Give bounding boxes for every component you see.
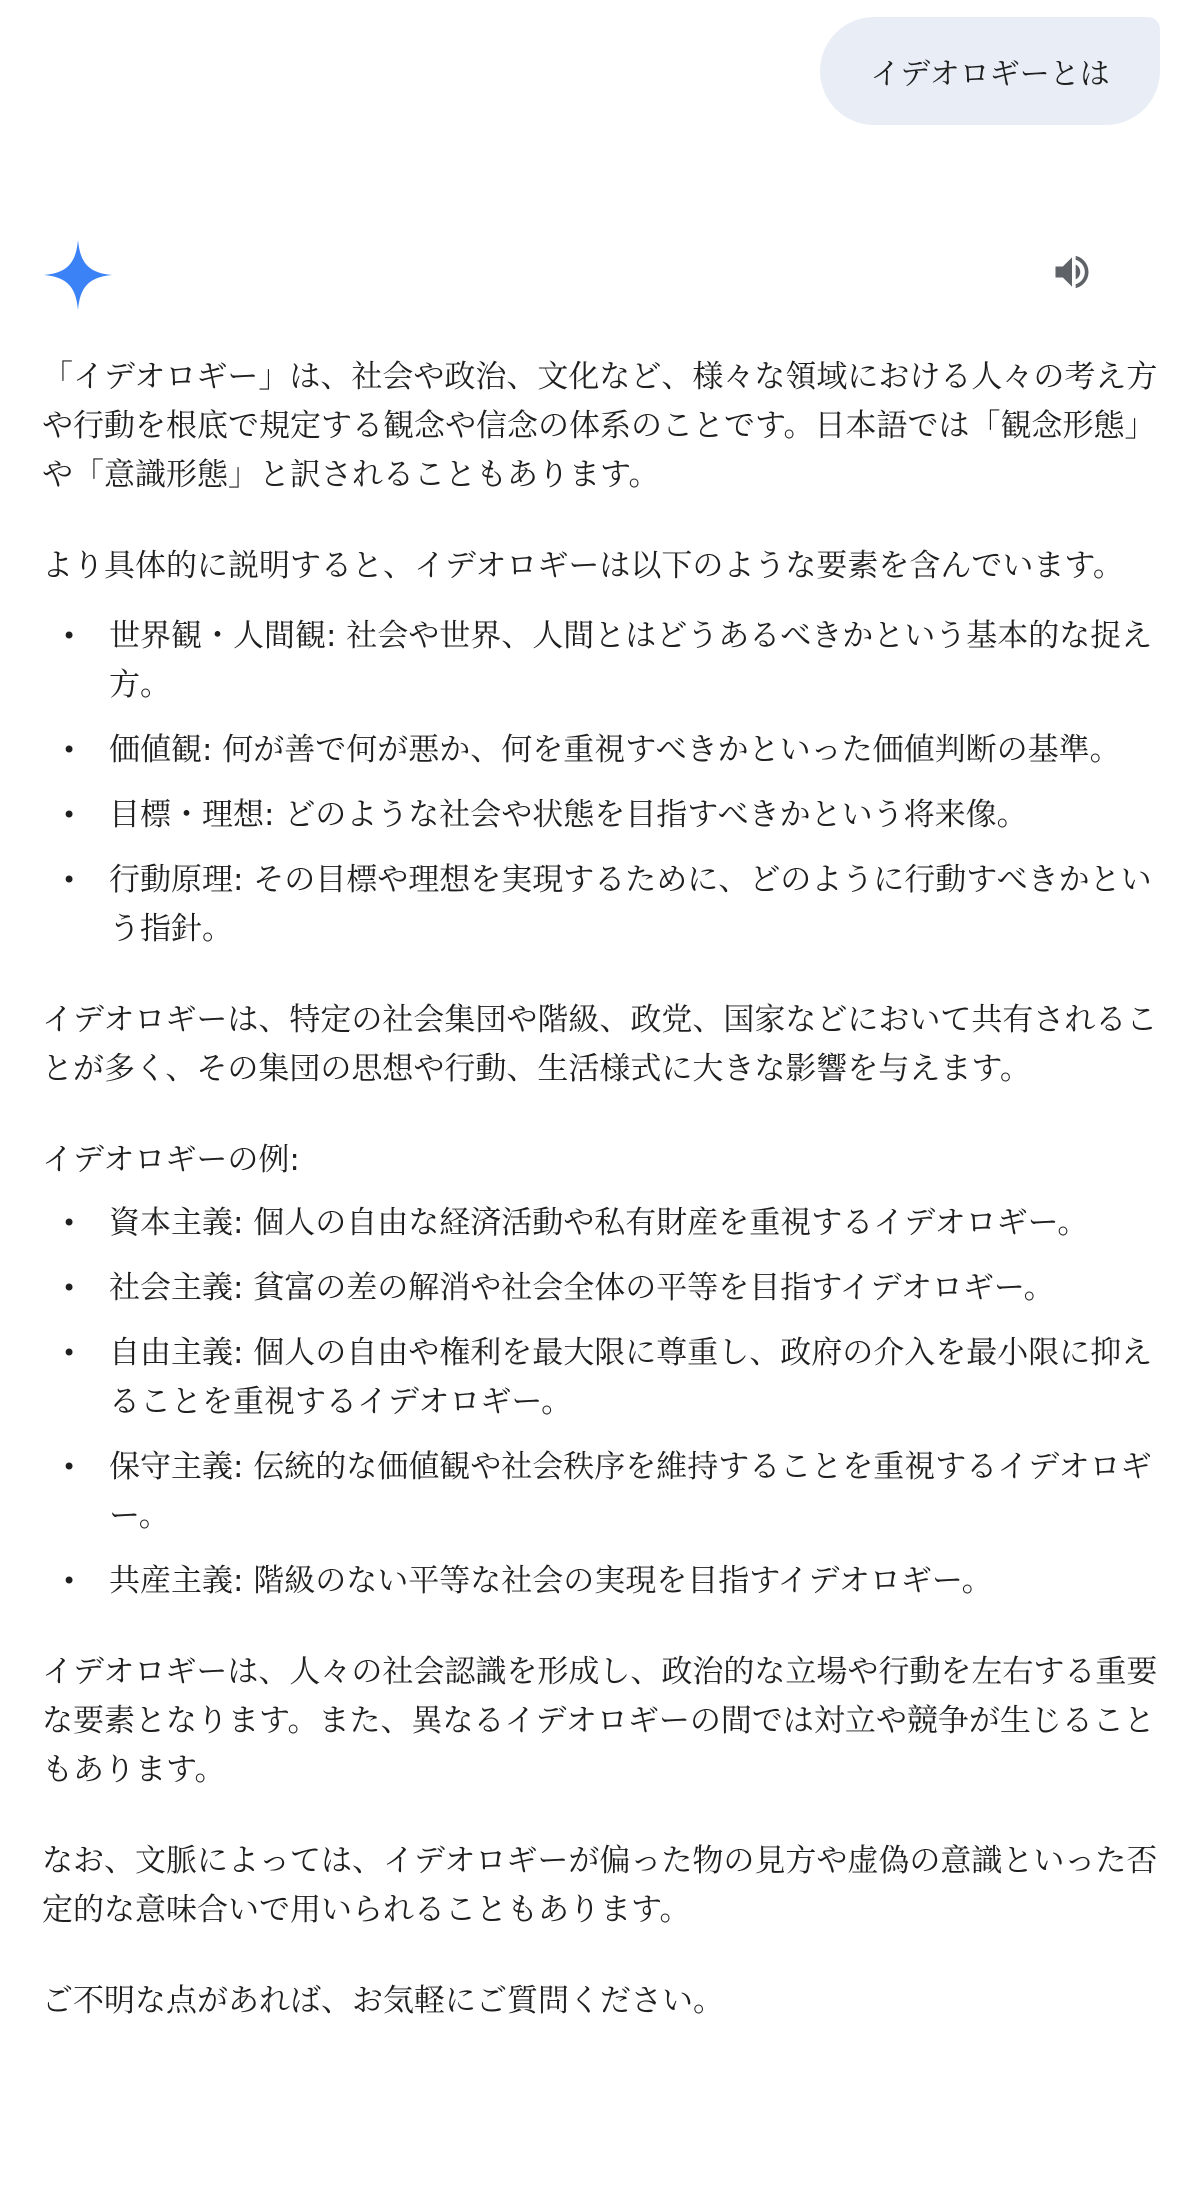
role-paragraph: イデオロギーは、人々の社会認識を形成し、政治的な立場や行動を左右する重要な要素となります。また、異なるイデオロギーの間では対立や競争が生じることもあります。 [42,1654,1158,1788]
closing-paragraph: ご不明な点があれば、お気軽にご質問ください。 [42,1983,724,2019]
negative-paragraph: なお、文脈によっては、イデオロギーが偏った物の見方や虚偽の意識といった否定的な意味合いで用いられることもあります。 [42,1843,1158,1928]
elements-intro: より具体的に説明すると、イデオロギーは以下のような要素を含んでいます。 [42,548,1124,584]
list-item: • 価値観: 何が善で何が悪か、何を重視すべきかといった価値判断の基準。 [42,726,1160,775]
examples-list [42,1199,1160,1606]
elements-list [42,612,1160,954]
list-item: • 自由主義: 個人の自由や権利を最大限に尊重し、政府の介入を最小限に抑えることを重視するイデオロギー。 [42,1329,1160,1427]
examples-title: イデオロギーの例: [42,1142,300,1178]
list-item: • 保守主義: 伝統的な価値観や社会秩序を維持することを重視するイデオロギー。 [42,1443,1160,1541]
list-item: • 社会主義: 貧富の差の解消や社会全体の平等を目指すイデオロギー。 [42,1264,1160,1313]
assistant-response [42,353,1160,2068]
user-message-text: イデオロギーとは [870,57,1110,92]
speaker-icon[interactable] [1050,250,1094,294]
list-item: • 世界観・人間観: 社会や世界、人間とはどうあるべきかという基本的な捉え方。 [42,612,1160,710]
list-item: • 共産主義: 階級のない平等な社会の実現を目指すイデオロギー。 [42,1557,1160,1606]
gemini-sparkle-icon [44,240,112,310]
shared-paragraph: イデオロギーは、特定の社会集団や階級、政党、国家などにおいて共有されることが多く、その集団の思想や行動、生活様式に大きな影響を与えます。 [42,1002,1158,1087]
list-item: • 目標・理想: どのような社会や状態を目指すべきかという将来像。 [42,791,1160,840]
list-item: • 資本主義: 個人の自由な経済活動や私有財産を重視するイデオロギー。 [42,1199,1160,1248]
intro-paragraph: 「イデオロギー」は、社会や政治、文化など、様々な領域における人々の考え方や行動を根底で規定する観念や信念の体系のことです。日本語では「観念形態」や「意識形態」と訳されることもあります。 [42,359,1158,493]
user-message-bubble [820,17,1160,125]
list-item: • 行動原理: その目標や理想を実現するために、どのように行動すべきかという指針。 [42,856,1160,954]
